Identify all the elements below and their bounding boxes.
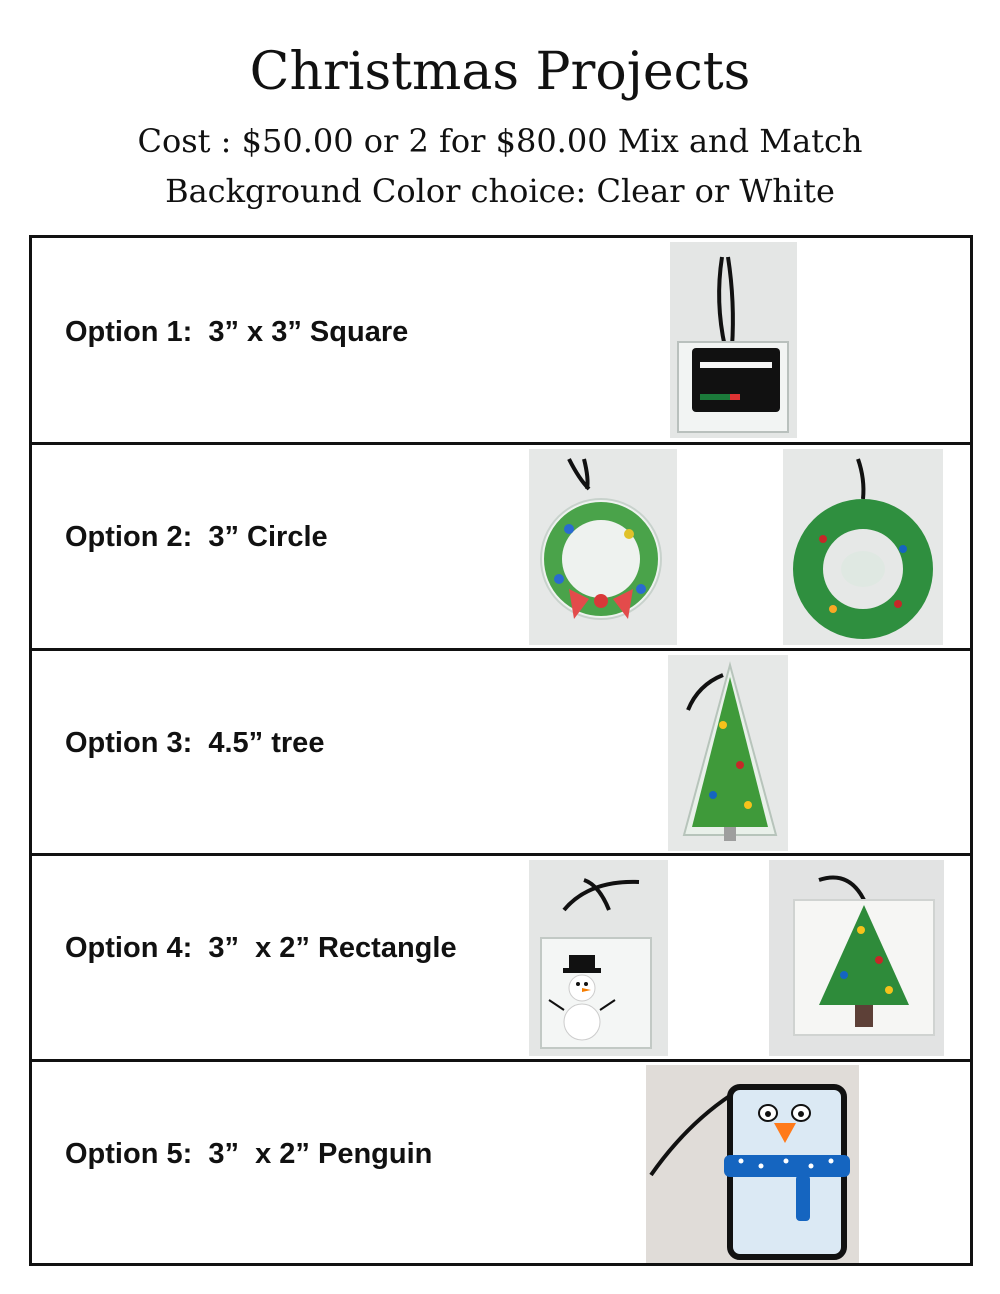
- christmas-tree-rectangle-ornament-photo: [769, 860, 944, 1056]
- penguin-ornament-photo: [646, 1065, 859, 1263]
- snowman-ornament-photo: [529, 860, 668, 1056]
- option-row-5: [32, 1059, 970, 1263]
- option-row-4: [32, 853, 970, 1059]
- tree-ornament-photo: [668, 655, 788, 851]
- background-color-line: Background Color choice: Clear or White: [165, 172, 835, 210]
- page-title: Christmas Projects: [249, 42, 751, 102]
- option-row-2: [32, 442, 970, 648]
- option-row-1: [32, 238, 970, 442]
- square-ornament-photo: [670, 242, 797, 438]
- option-3-label: Option 3: 4.5” tree: [65, 727, 325, 759]
- option-4-label: Option 4: 3” x 2” Rectangle: [65, 932, 457, 964]
- cost-line: Cost : $50.00 or 2 for $80.00 Mix and Match: [137, 122, 863, 160]
- option-5-label: Option 5: 3” x 2” Penguin: [65, 1138, 433, 1170]
- option-2-label: Option 2: 3” Circle: [65, 521, 328, 553]
- green-wreath-ornament-photo: [783, 449, 943, 645]
- option-row-3: [32, 648, 970, 853]
- option-1-label: Option 1: 3” x 3” Square: [65, 316, 409, 348]
- options-table: [29, 235, 973, 1266]
- wreath-with-bow-ornament-photo: [529, 449, 677, 645]
